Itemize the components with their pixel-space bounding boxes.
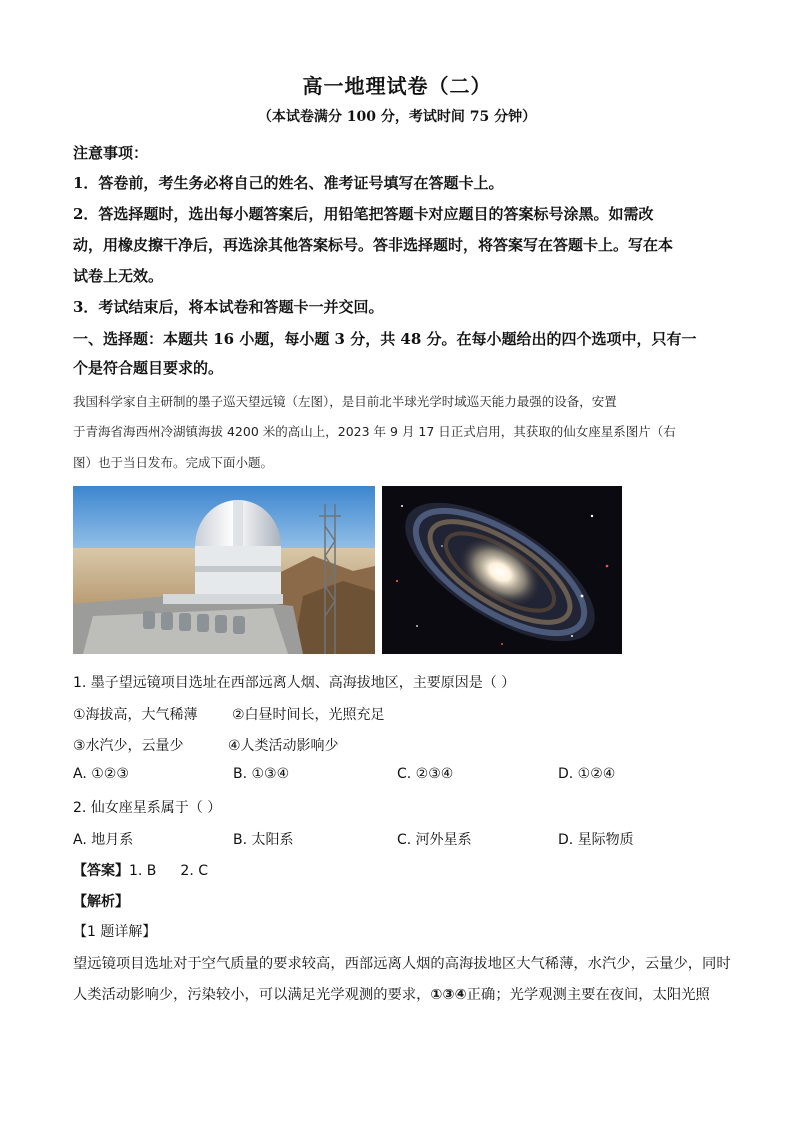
answer-tag: 【答案】 (73, 863, 129, 879)
note-line-3: 动，用橡皮擦干净后，再选涂其他答案标号。答非选择题时，将答案写在答题卡上。写在本 (73, 236, 674, 254)
q2-option-c: C. 河外星系 (397, 832, 472, 848)
question-2-stem: 2. 仙女座星系属于（ ） (73, 800, 222, 816)
q1-option-b: B. ①③④ (233, 766, 290, 782)
q1-option-a: A. ①②③ (73, 766, 129, 782)
q1-statement-3: ③水汽少，云量少 (73, 738, 184, 754)
section-heading-line-1: 一、选择题：本题共 16 小题，每小题 3 分，共 48 分。在每小题给出的四个选项中，只有一 (73, 330, 697, 348)
galaxy-photo (382, 486, 622, 654)
page-title: 高一地理试卷（二） (302, 74, 492, 98)
correct-statements: ①③④ (430, 987, 467, 1003)
notes-heading: 注意事项： (73, 144, 149, 162)
q1-statement-1: ①海拔高，大气稀薄 (73, 707, 198, 723)
note-line-4: 试卷上无效。 (73, 267, 164, 285)
section-heading-line-2: 个是符合题目要求的。 (73, 359, 224, 377)
q1-statement-4: ④人类活动影响少 (228, 738, 339, 754)
exam-subtitle: （本试卷满分 100 分，考试时间 75 分钟） (257, 109, 537, 125)
detail-heading: 【1 题详解】 (73, 924, 157, 940)
telescope-photo (73, 486, 375, 654)
intro-line-2: 于青海省海西州冷湖镇海拔 4200 米的高山上，2023 年 9 月 17 日正式启用，其获取的仙女座星系图片（右 (73, 424, 676, 439)
q1-option-c: C. ②③④ (397, 766, 454, 782)
q1-statement-2: ②白昼时间长，光照充足 (232, 707, 385, 723)
q2-option-d: D. 星际物质 (558, 832, 634, 848)
note-line-1: 1．答卷前，考生务必将自己的姓名、准考证号填写在答题卡上。 (73, 174, 504, 192)
answer-2: 2. C (180, 863, 209, 879)
intro-line-1: 我国科学家自主研制的墨子巡天望远镜（左图），是目前北半球光学时域巡天能力最强的设备，安置 (73, 394, 617, 409)
note-line-5: 3．考试结束后，将本试卷和答题卡一并交回。 (73, 298, 384, 316)
analysis-heading: 【解析】 (73, 894, 129, 910)
intro-line-3: 图）也于当日发布。完成下面小题。 (73, 455, 274, 470)
q2-option-a: A. 地月系 (73, 832, 134, 848)
detail-line-1: 望远镜项目选址对于空气质量的要求较高，西部远离人烟的高海拔地区大气稀薄，水汽少，云量少，同时 (73, 956, 731, 972)
answer-line (73, 860, 208, 880)
question-1-stem: 1. 墨子望远镜项目选址在西部远离人烟、高海拔地区，主要原因是（ ） (73, 675, 516, 691)
detail-line-2: 人类活动影响少，污染较小，可以满足光学观测的要求，①③④正确；光学观测主要在夜间，太阳光照 (73, 987, 710, 1003)
q1-option-d: D. ①②④ (558, 766, 616, 782)
note-line-2: 2．答选择题时，选出每小题答案后，用铅笔把答题卡对应题目的答案标号涂黑。如需改 (73, 205, 654, 223)
q2-option-b: B. 太阳系 (233, 832, 294, 848)
answer-1: 1. B (129, 863, 157, 879)
